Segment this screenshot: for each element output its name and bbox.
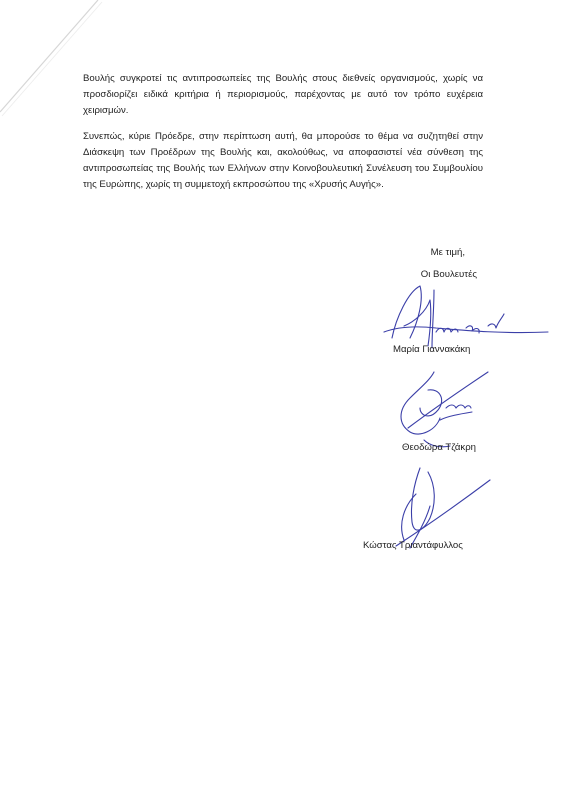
- paragraph-1: Βουλής συγκροτεί τις αντιπροσωπείες της Βουλής στους διεθνείς οργανισμούς, χωρίς να προσδιορίζει ειδικά κριτήρια ή περιορισμούς, παρέχοντας με αυτό τον τρόπο ευχέρεια χειρισμών.: [83, 73, 483, 116]
- signatory-name-2: Θεοδώρα Τζάκρη: [402, 442, 476, 453]
- signatories-heading: Οι Βουλευτές: [420, 269, 477, 280]
- signatory-name-3: Κώστας Τριαντάφυλλος: [363, 540, 463, 551]
- salutation: Με τιμή,: [430, 247, 465, 258]
- signature-tzakri: [401, 372, 488, 447]
- paragraph-2: Συνεπώς, κύριε Πρόεδρε, στην περίπτωση αυτή, θα μπορούσε το θέμα να συζητηθεί στην Διάσκεψη των Προέδρων της Βουλής και, ακολούθως, να αποφασιστεί νέα σύνθεση της αντιπροσωπείας της Βουλής των Ελλήνων στην Κοινοβουλευτική Συνέλευση του Συμβουλίου της Ευρώπης, χωρίς τη συμμετοχή εκπροσώπου της «Χρυσής Αυγής».: [83, 131, 483, 190]
- signatory-name-1: Μαρία Γιαννακάκη: [393, 344, 471, 355]
- signature-giannakaki: [384, 286, 548, 348]
- signature-triantafyllos: [396, 468, 490, 548]
